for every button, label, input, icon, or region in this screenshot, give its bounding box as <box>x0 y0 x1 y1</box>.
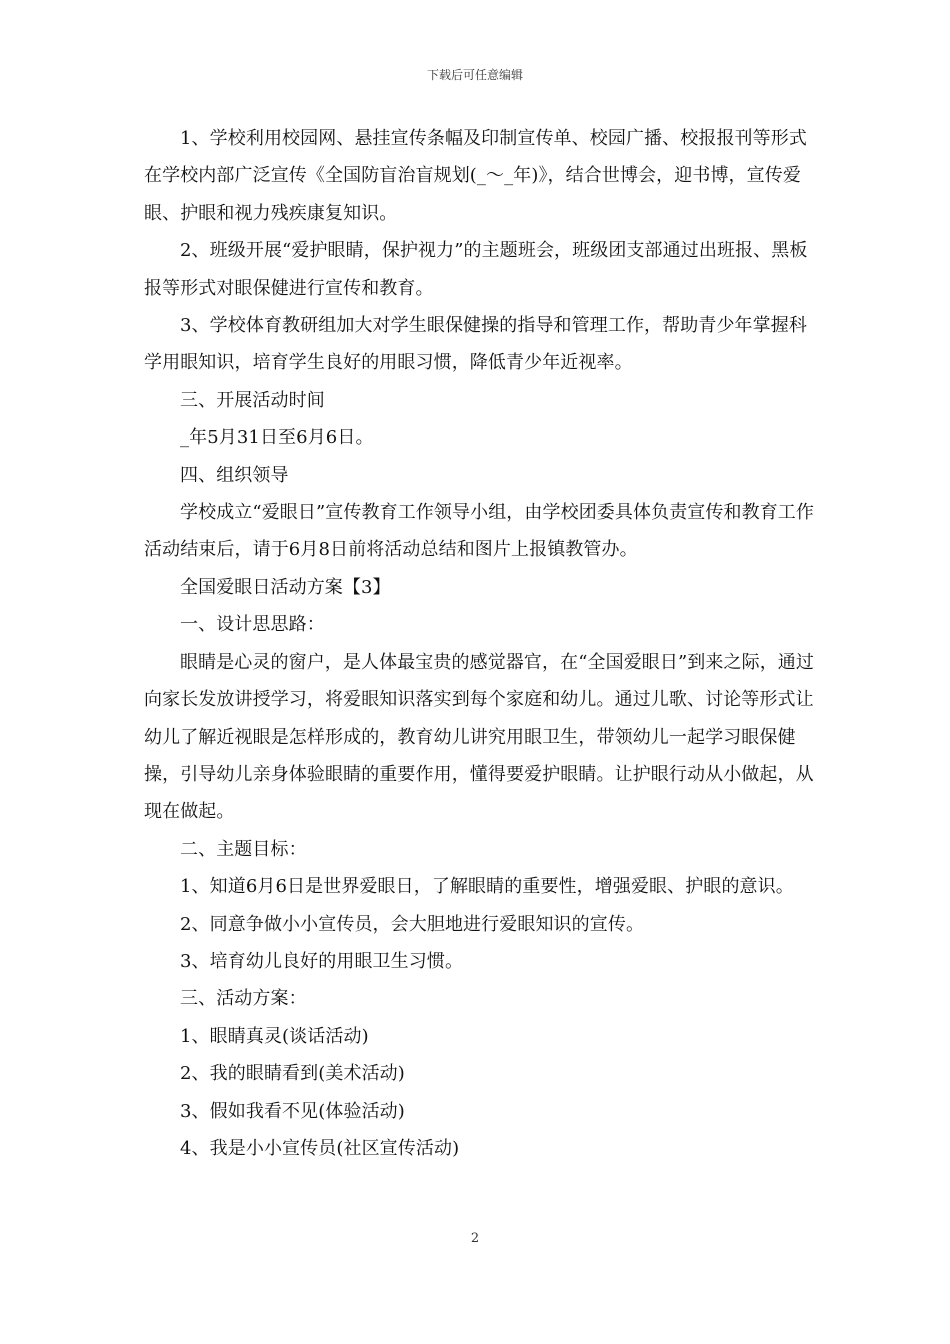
document-body <box>144 120 824 1167</box>
paragraph: 3、学校体育教研组加大对学生眼保健操的指导和管理工作，帮助青少年掌握科学用眼知识，培育学生良好的用眼习惯，降低青少年近视率。 <box>144 315 807 374</box>
paragraph: 2、班级开展“爱护眼睛，保护视力”的主题班会，班级团支部通过出班报、黑板报等形式对眼保健进行宣传和教育。 <box>144 240 808 299</box>
section-heading: 三、活动方案： <box>180 988 307 1010</box>
section-heading: 四、组织领导 <box>180 464 289 486</box>
section-heading: 三、开展活动时间 <box>180 389 325 411</box>
paragraph: 眼睛是心灵的窗户，是人体最宝贵的感觉器官，在“全国爱眼日”到来之际，通过向家长发放讲授学习，将爱眼知识落实到每个家庭和幼儿。通过儿歌、讨论等形式让幼儿了解近视眼是怎样形成的，教育幼儿讲究用眼卫生，带领幼儿一起学习眼保健操，引导幼儿亲身体验眼睛的重要作用，懂得要爱护眼睛。让护眼行动从小做起，从现在做起。 <box>144 651 815 823</box>
paragraph: 2、同意争做小小宣传员，会大胆地进行爱眼知识的宣传。 <box>180 913 645 935</box>
list-item: 4、我是小小宣传员(社区宣传活动) <box>180 1137 460 1159</box>
list-item: 1、眼睛真灵(谈话活动) <box>180 1025 369 1047</box>
list-item: 3、假如我看不见(体验活动) <box>180 1100 405 1122</box>
paragraph: _年5月31日至6月6日。 <box>180 427 374 449</box>
page-header: 下载后可任意编辑 <box>426 68 523 82</box>
section-heading: 一、设计思思路： <box>180 614 325 636</box>
document-title: 全国爱眼日活动方案【3】 <box>180 576 391 598</box>
list-item: 2、我的眼睛看到(美术活动) <box>180 1063 405 1085</box>
paragraph: 学校成立“爱眼日”宣传教育工作领导小组，由学校团委具体负责宣传和教育工作活动结束后，请于6月8日前将活动总结和图片上报镇教管办。 <box>144 502 815 561</box>
page-number: 2 <box>470 1231 480 1246</box>
paragraph: 1、学校利用校园网、悬挂宣传条幅及印制宣传单、校园广播、校报报刊等形式在学校内部广泛宣传《全国防盲治盲规划(_～_年)》，结合世博会，迎书博，宣传爱眼、护眼和视力残疾康复知识。 <box>144 128 807 224</box>
paragraph: 1、知道6月6日是世界爱眼日，了解眼睛的重要性，增强爱眼、护眼的意识。 <box>180 876 794 898</box>
section-heading: 二、主题目标： <box>180 838 307 860</box>
paragraph: 3、培育幼儿良好的用眼卫生习惯。 <box>180 950 464 972</box>
